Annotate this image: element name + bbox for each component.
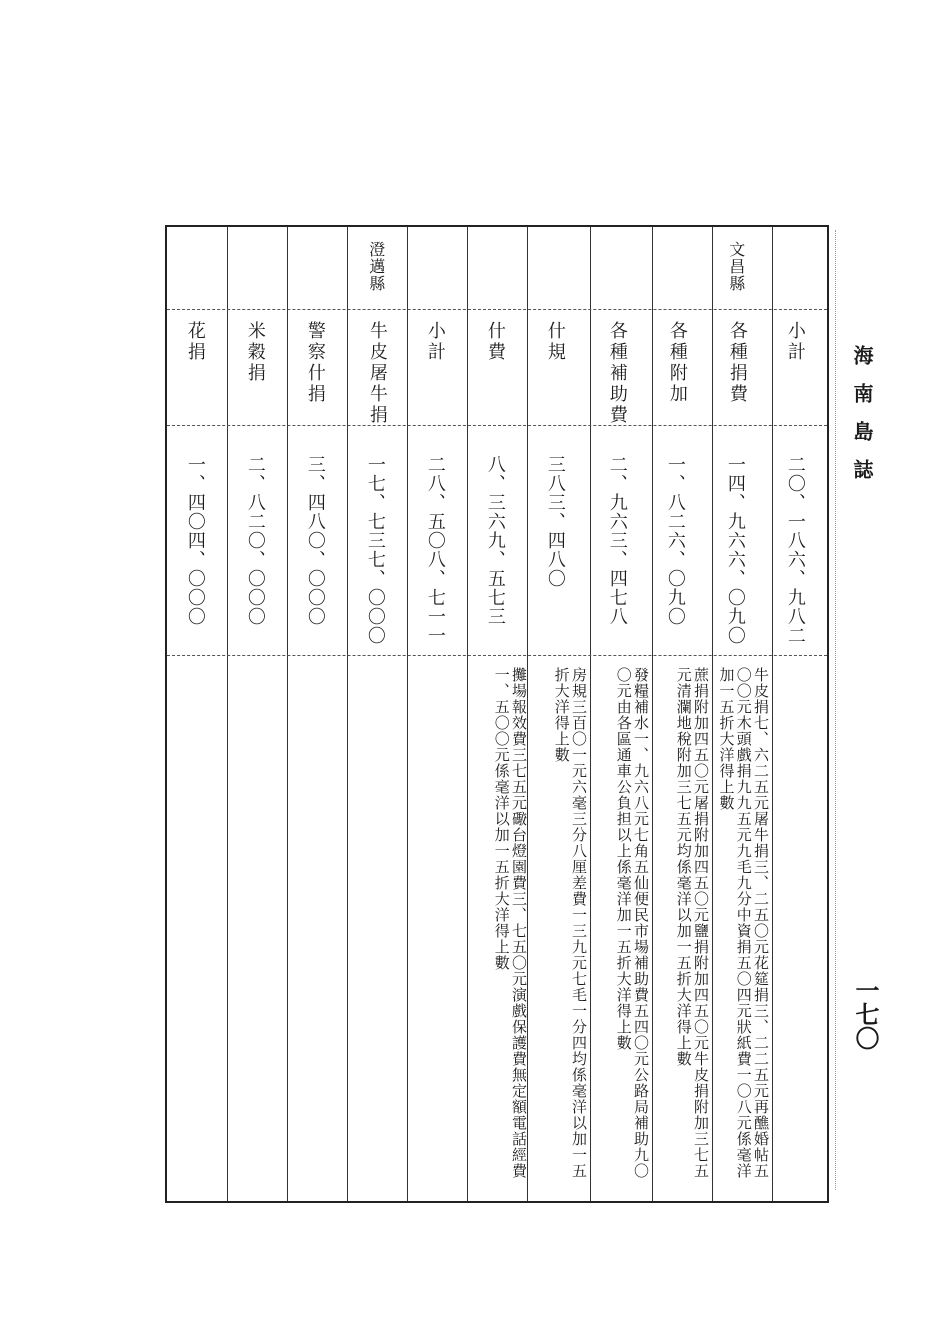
item-label: 米穀捐 <box>244 321 266 384</box>
note-text: 發糧補水一、九六八元七角五仙便民市場補助費五四〇元公路局補助九〇〇元由各區通車公負担以上係毫洋加一五折大洋得上數 <box>614 667 650 1179</box>
amount-value: 三、四八〇、〇〇〇 <box>304 455 326 626</box>
column-divider <box>652 227 653 1201</box>
page-header-title: 海南島誌 <box>850 345 874 497</box>
column-divider <box>712 227 713 1201</box>
item-label: 小計 <box>424 321 446 363</box>
column-divider <box>407 227 408 1201</box>
column-divider <box>590 227 591 1201</box>
item-label: 小計 <box>784 321 806 363</box>
amount-value: 三八三、四八〇 <box>544 455 566 588</box>
amount-value: 一四、九六六、〇九〇 <box>724 455 746 645</box>
note-text: 房規三百〇一元六毫三分八厘差費一三九元七毛一分四均係毫洋以加一五折大洋得上數 <box>552 667 588 1179</box>
item-label: 各種附加 <box>666 321 688 405</box>
column-divider <box>287 227 288 1201</box>
row-divider <box>167 655 827 656</box>
item-label: 什費 <box>484 321 506 363</box>
item-label: 什規 <box>544 321 566 363</box>
amount-value: 一七、七三七、〇〇〇 <box>364 455 386 645</box>
amount-value: 二八、五〇八、七一一 <box>424 455 446 645</box>
column-divider <box>347 227 348 1201</box>
item-label: 牛皮屠牛捐 <box>366 321 388 426</box>
note-text: 蔗捐附加四五〇元屠捐附加四五〇元鹽捐附加四五〇元牛皮捐附加三七五元清瀾地稅附加三七五元均係毫洋以加一五折大洋得上數 <box>674 667 710 1179</box>
item-label: 花捐 <box>184 321 206 363</box>
column-divider <box>772 227 773 1201</box>
column-divider <box>467 227 468 1201</box>
page-number: 一七〇 <box>851 978 880 1050</box>
amount-value: 二、八二〇、〇〇〇 <box>244 455 266 626</box>
county-label: 文昌縣 <box>726 241 746 292</box>
county-label: 澄邁縣 <box>366 241 386 292</box>
amount-value: 二、九六三、四七八 <box>606 455 628 626</box>
row-divider <box>167 425 827 426</box>
amount-value: 八、三六九、五七三 <box>484 455 506 626</box>
revenue-table <box>165 225 829 1203</box>
item-label: 警察什捐 <box>304 321 326 405</box>
page-edge-rule <box>835 230 836 1190</box>
item-label: 各種補助費 <box>606 321 628 426</box>
note-text: 牛皮捐七、六二五元屠牛捐三、二五〇元花筵捐三、二二五元再醮婚帖五〇〇元木頭戲捐九九五元九毛九分中資捐五〇四元狀紙費一〇八元係毫洋加一五折大洋得上數 <box>717 667 770 1179</box>
amount-value: 一、八二六、〇九〇 <box>664 455 686 626</box>
amount-value: 一、四〇四、〇〇〇 <box>184 455 206 626</box>
amount-value: 二〇、一八六、九八二 <box>784 455 806 645</box>
row-divider <box>167 309 827 310</box>
note-text: 攤場報效費三七五元礮台燈園費三、七五〇元演戲保護費無定額電話經費一、五〇〇元係毫洋以加一五折大洋得上數 <box>492 667 528 1179</box>
column-divider <box>227 227 228 1201</box>
item-label: 各種捐費 <box>726 321 748 405</box>
